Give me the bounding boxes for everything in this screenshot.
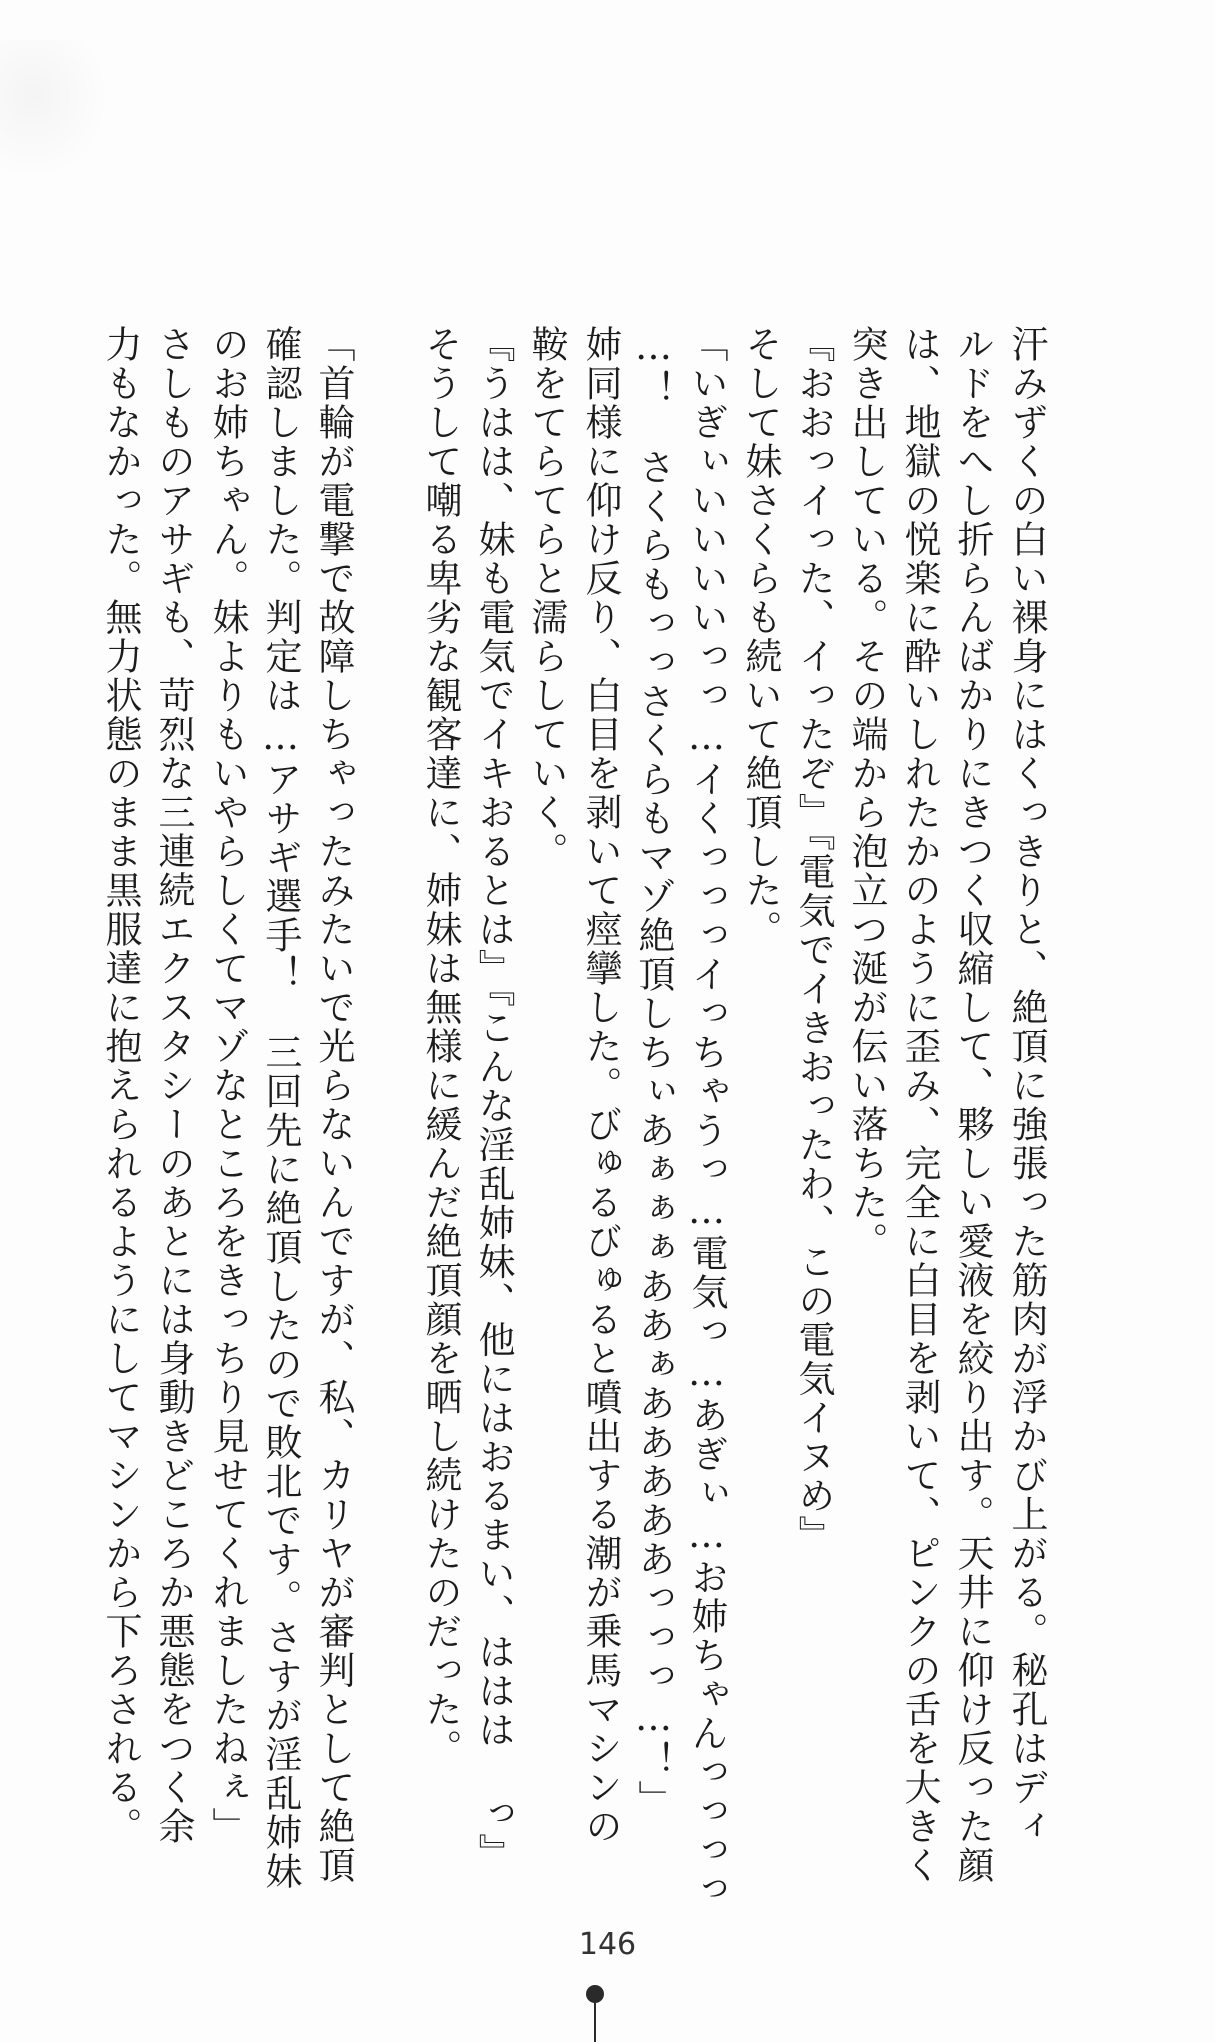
text-line-6: そして妹さくらも続いて絶頂した。 — [739, 325, 782, 949]
text-line-17: 力もなかった。無力状態のまま黒服達に抱えられるようにしてマシンから下ろされる。 — [99, 325, 142, 1846]
text-line-2: ルドをへし折らんばかりにきつく収縮して、夥しい愛液を絞り出す。天井に仰け反った顔 — [951, 325, 994, 1885]
text-line-3: は、地獄の悦楽に酔いしれたかのように歪み、完全に白目を剥いて、ピンクの舌を大きく — [898, 325, 941, 1885]
text-line-10: 鞍をてらてらと濡らしていく。 — [525, 325, 568, 871]
text-line-1: 汗みずくの白い裸身にはくっきりと、絶頂に強張った筋肉が浮かび上がる。秘孔はディ — [1005, 325, 1048, 1846]
text-line-16: さしものアサギも、苛烈な三連続エクスタシーのあとには身動きどころか悪態をつく余 — [152, 325, 195, 1846]
scan-smudge — [0, 40, 110, 180]
text-line-13: 「首輪が電撃で故障しちゃったみたいで光らないんですが、私、カリヤが審判として絶頂 — [312, 325, 355, 1885]
text-line-4: 突き出している。その端から泡立つ涎が伝い落ちた。 — [845, 325, 888, 1261]
page-marker-dot — [586, 1985, 604, 2003]
text-line-9: 姉同様に仰け反り、白目を剥いて痙攣した。びゅるびゅると噴出する潮が乗馬マシンの — [579, 325, 622, 1846]
text-line-8: …！ さくらもっっさくらもマゾ絶頂しちぃあぁぁぁああぁあああああっっっ…！」 — [632, 325, 675, 1819]
text-line-15: のお姉ちゃん。妹よりもいやらしくてマゾなところをきっちり見せてくれましたねぇ」 — [206, 325, 249, 1846]
page-marker-stem — [594, 2003, 596, 2042]
text-line-5: 『おおっイった、イったぞ』『電気でイきおったわ、この電気イヌめ』 — [792, 325, 835, 1555]
text-line-14: 確認しました。判定は…アサギ選手！ 三回先に絶頂したので敗北です。さすが淫乱姉妹 — [259, 325, 302, 1891]
text-line-7: 「いぎぃいいいいっっ…イくっっっイっちゃうっ…電気っ…あぎぃ…お姉ちゃんっっっっ — [685, 325, 728, 1909]
text-line-12: そうして嘲る卑劣な観客達に、姉妹は無様に緩んだ絶頂顔を晒し続けたのだった。 — [419, 325, 462, 1768]
page-number: 146 — [578, 1927, 637, 1962]
text-line-blank — [362, 325, 410, 1945]
text-line-11: 『うはは、妹も電気でイキおるとは』『こんな淫乱姉妹、他にはおるまい、ははは っ』 — [472, 325, 515, 1873]
